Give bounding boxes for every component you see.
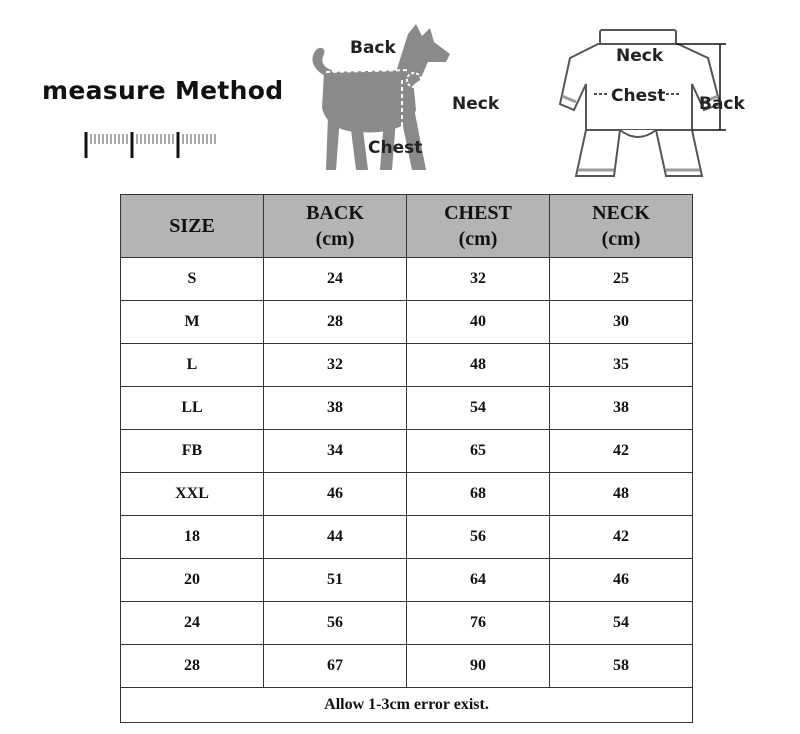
back-cell: 24 bbox=[264, 258, 407, 301]
neck-cell: 25 bbox=[550, 258, 693, 301]
chest-cell: 68 bbox=[407, 473, 550, 516]
header-back: BACK (cm) bbox=[264, 195, 407, 258]
error-allowance-note: Allow 1-3cm error exist. bbox=[121, 688, 693, 723]
table-row bbox=[121, 559, 693, 602]
shirt-neck-label: Neck bbox=[616, 46, 664, 66]
dog-back-label: Back bbox=[350, 38, 396, 58]
table-row bbox=[121, 602, 693, 645]
neck-cell: 54 bbox=[550, 602, 693, 645]
measure-method-title: measure Method bbox=[42, 76, 284, 105]
dog-neck-label: Neck bbox=[452, 94, 500, 114]
table-row bbox=[121, 473, 693, 516]
chest-cell: 32 bbox=[407, 258, 550, 301]
chest-cell: 40 bbox=[407, 301, 550, 344]
size-cell: S bbox=[121, 258, 264, 301]
neck-cell: 38 bbox=[550, 387, 693, 430]
size-cell: LL bbox=[121, 387, 264, 430]
table-header-row bbox=[121, 195, 693, 258]
chest-cell: 76 bbox=[407, 602, 550, 645]
chest-cell: 48 bbox=[407, 344, 550, 387]
table-row bbox=[121, 430, 693, 473]
size-cell: L bbox=[121, 344, 264, 387]
table-row bbox=[121, 258, 693, 301]
back-cell: 56 bbox=[264, 602, 407, 645]
chest-cell: 64 bbox=[407, 559, 550, 602]
size-cell: FB bbox=[121, 430, 264, 473]
size-cell: 28 bbox=[121, 645, 264, 688]
table-row bbox=[121, 516, 693, 559]
chest-cell: 56 bbox=[407, 516, 550, 559]
size-cell: M bbox=[121, 301, 264, 344]
header-neck: NECK (cm) bbox=[550, 195, 693, 258]
table-note-row bbox=[121, 688, 693, 723]
back-cell: 28 bbox=[264, 301, 407, 344]
neck-cell: 35 bbox=[550, 344, 693, 387]
size-cell: 20 bbox=[121, 559, 264, 602]
neck-cell: 46 bbox=[550, 559, 693, 602]
back-cell: 46 bbox=[264, 473, 407, 516]
table-row bbox=[121, 387, 693, 430]
shirt-back-label: Back bbox=[699, 94, 745, 114]
neck-cell: 58 bbox=[550, 645, 693, 688]
header-size: SIZE bbox=[121, 195, 264, 258]
neck-cell: 42 bbox=[550, 516, 693, 559]
shirt-chest-label: Chest bbox=[611, 86, 666, 106]
chest-cell: 54 bbox=[407, 387, 550, 430]
ruler-icon bbox=[84, 128, 220, 160]
table-row bbox=[121, 301, 693, 344]
back-cell: 51 bbox=[264, 559, 407, 602]
back-cell: 44 bbox=[264, 516, 407, 559]
back-cell: 32 bbox=[264, 344, 407, 387]
table-row bbox=[121, 645, 693, 688]
header-chest: CHEST (cm) bbox=[407, 195, 550, 258]
chest-cell: 65 bbox=[407, 430, 550, 473]
back-cell: 67 bbox=[264, 645, 407, 688]
dog-chest-label: Chest bbox=[368, 138, 423, 158]
neck-cell: 30 bbox=[550, 301, 693, 344]
size-chart-table bbox=[120, 194, 693, 723]
size-cell: XXL bbox=[121, 473, 264, 516]
chest-cell: 90 bbox=[407, 645, 550, 688]
neck-cell: 48 bbox=[550, 473, 693, 516]
back-cell: 34 bbox=[264, 430, 407, 473]
back-cell: 38 bbox=[264, 387, 407, 430]
table-row bbox=[121, 344, 693, 387]
size-cell: 24 bbox=[121, 602, 264, 645]
neck-cell: 42 bbox=[550, 430, 693, 473]
size-cell: 18 bbox=[121, 516, 264, 559]
